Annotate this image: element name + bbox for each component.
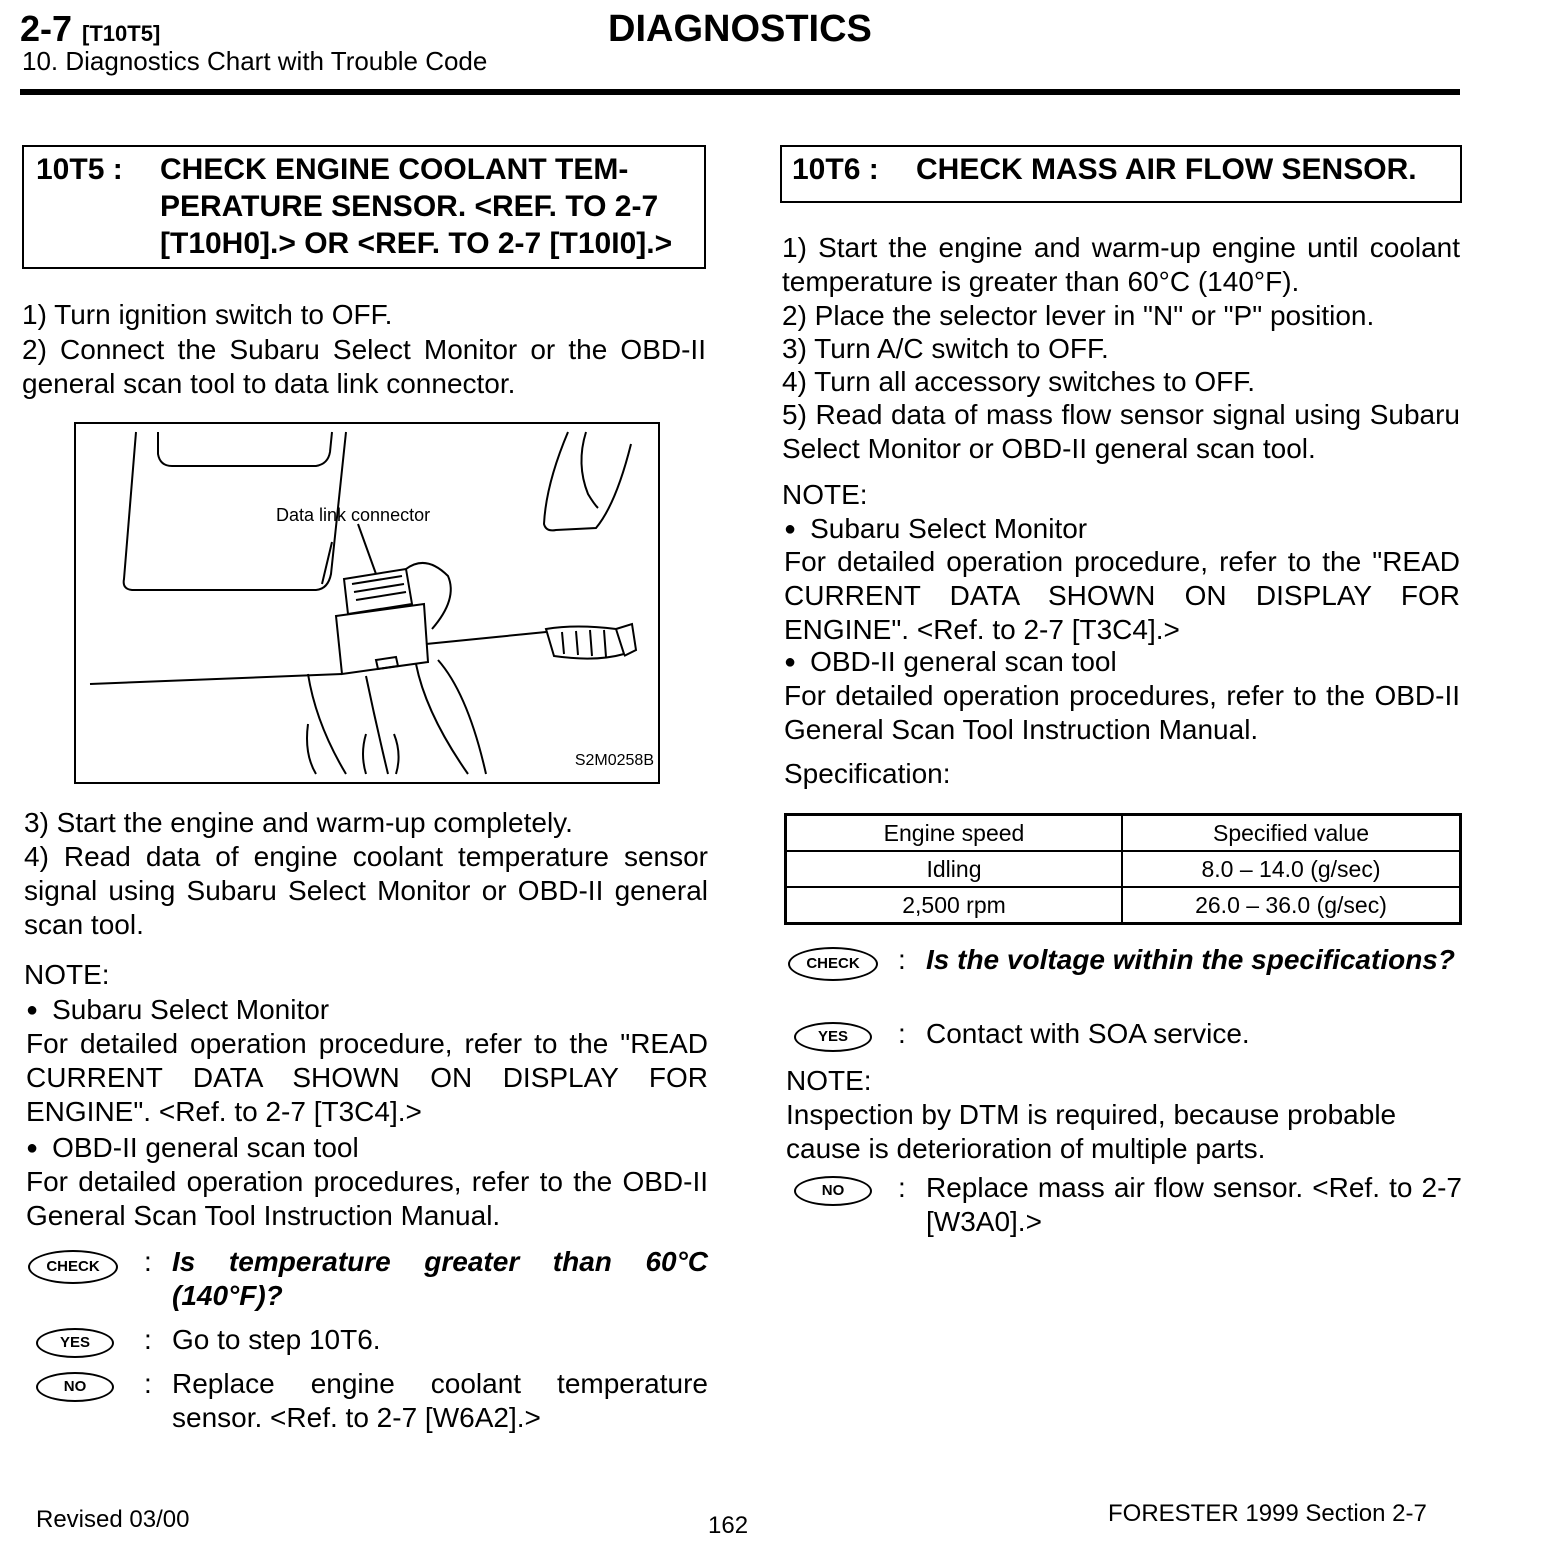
table-header-row xyxy=(786,815,1461,852)
check-colon: : xyxy=(898,944,906,975)
step-id: 10T6 : xyxy=(792,153,879,186)
table-header: Specified value xyxy=(1122,815,1461,852)
table-cell: 26.0 – 36.0 (g/sec) xyxy=(1122,887,1461,924)
no-answer: Replace mass air flow sensor. <Ref. to 2-7 [W3A0].> xyxy=(926,1172,1462,1237)
table-row xyxy=(786,851,1461,887)
step-id: 10T5 : xyxy=(36,153,123,186)
page-subtitle: 10. Diagnostics Chart with Trouble Code xyxy=(22,46,488,76)
step-4: 4) Read data of engine coolant temperature sensor signal using Subaru Select Monitor or OBD-II general scan tool. xyxy=(24,841,708,940)
step-title: CHECK ENGINE COOLANT TEM-PERATURE SENSOR. <REF. TO 2-7 [T10H0].> OR <REF. TO 2-7 [T10I0].> xyxy=(160,153,673,260)
connector-illustration xyxy=(76,424,658,782)
table-header: Engine speed xyxy=(786,815,1123,852)
no-answer: Replace engine coolant temperature sensor. <Ref. to 2-7 [W6A2].> xyxy=(172,1368,708,1433)
step-2: 2) Place the selector lever in "N" or "P" position. xyxy=(782,300,1375,331)
step-3: 3) Turn A/C switch to OFF. xyxy=(782,333,1109,364)
step-10t5-header xyxy=(22,145,706,269)
step-2: 2) Connect the Subaru Select Monitor or the OBD-II general scan tool to data link connector. xyxy=(22,334,706,399)
model-section: FORESTER 1999 Section 2-7 xyxy=(1108,1500,1427,1527)
step-5: 5) Read data of mass flow sensor signal using Subaru Select Monitor or OBD-II general scan tool. xyxy=(782,399,1460,464)
no-colon: : xyxy=(898,1172,906,1203)
yes-colon: : xyxy=(898,1018,906,1049)
note-bullet-ssm: ● Subaru Select Monitor xyxy=(26,993,329,1030)
yes-answer: Go to step 10T6. xyxy=(172,1324,381,1355)
section-number xyxy=(20,8,160,50)
note-label: NOTE: xyxy=(782,479,868,510)
yes-badge: YES xyxy=(794,1022,872,1052)
revision-date: Revised 03/00 xyxy=(36,1506,190,1533)
note2-text: Inspection by DTM is required, because probable cause is deterioration of multiple parts. xyxy=(786,1099,1397,1164)
step-1: 1) Start the engine and warm-up engine until coolant temperature is greater than 60°C (140°F). xyxy=(782,232,1460,297)
note2-label: NOTE: xyxy=(786,1065,872,1096)
step-1: 1) Turn ignition switch to OFF. xyxy=(22,299,393,330)
check-badge: CHECK xyxy=(788,947,878,981)
no-badge: NO xyxy=(36,1372,114,1402)
table-cell: 8.0 – 14.0 (g/sec) xyxy=(1122,851,1461,887)
figure-code: S2M0258B xyxy=(574,752,654,769)
step-10t6-header xyxy=(780,145,1462,203)
note-text-ssm: For detailed operation procedure, refer to the "READ CURRENT DATA SHOWN ON DISPLAY FOR ENGINE". <Ref. to 2-7 [T3C4].> xyxy=(784,546,1460,645)
step-title: CHECK MASS AIR FLOW SENSOR. xyxy=(916,153,1417,186)
note-text-obd: For detailed operation procedures, refer to the OBD-II General Scan Tool Instruction Manual. xyxy=(26,1166,708,1231)
step-4: 4) Turn all accessory switches to OFF. xyxy=(782,366,1256,397)
table-cell: Idling xyxy=(786,851,1123,887)
table-row xyxy=(786,887,1461,924)
note-text-obd: For detailed operation procedures, refer to the OBD-II General Scan Tool Instruction Manual. xyxy=(784,680,1460,745)
check-question: Is the voltage within the specifications? xyxy=(926,944,1455,975)
page-number: 162 xyxy=(708,1512,749,1539)
section-code: [T10T5] xyxy=(82,21,161,46)
section-label: 2-7 xyxy=(20,8,73,49)
note-bullet-obd: ● OBD-II general scan tool xyxy=(784,645,1117,682)
note-bullet-ssm: ● Subaru Select Monitor xyxy=(784,512,1087,549)
check-badge: CHECK xyxy=(28,1250,118,1284)
check-question: Is temperature greater than 60°C (140°F)? xyxy=(172,1246,708,1311)
spec-table xyxy=(784,813,1462,925)
note-label: NOTE: xyxy=(24,959,110,990)
check-colon: : xyxy=(144,1246,152,1277)
data-link-connector-figure xyxy=(74,422,660,784)
table-cell: 2,500 rpm xyxy=(786,887,1123,924)
page-title: DIAGNOSTICS xyxy=(608,8,872,50)
yes-answer: Contact with SOA service. xyxy=(926,1018,1250,1049)
figure-label: Data link connector xyxy=(276,505,431,525)
no-badge: NO xyxy=(794,1176,872,1206)
no-colon: : xyxy=(144,1368,152,1399)
note-text-ssm: For detailed operation procedure, refer to the "READ CURRENT DATA SHOWN ON DISPLAY FOR ENGINE". <Ref. to 2-7 [T3C4].> xyxy=(26,1028,708,1127)
note-bullet-obd: ● OBD-II general scan tool xyxy=(26,1131,359,1168)
step-3: 3) Start the engine and warm-up completely. xyxy=(24,807,573,838)
yes-colon: : xyxy=(144,1324,152,1355)
yes-badge: YES xyxy=(36,1328,114,1358)
spec-label: Specification: xyxy=(784,758,951,789)
header-divider xyxy=(20,89,1460,95)
